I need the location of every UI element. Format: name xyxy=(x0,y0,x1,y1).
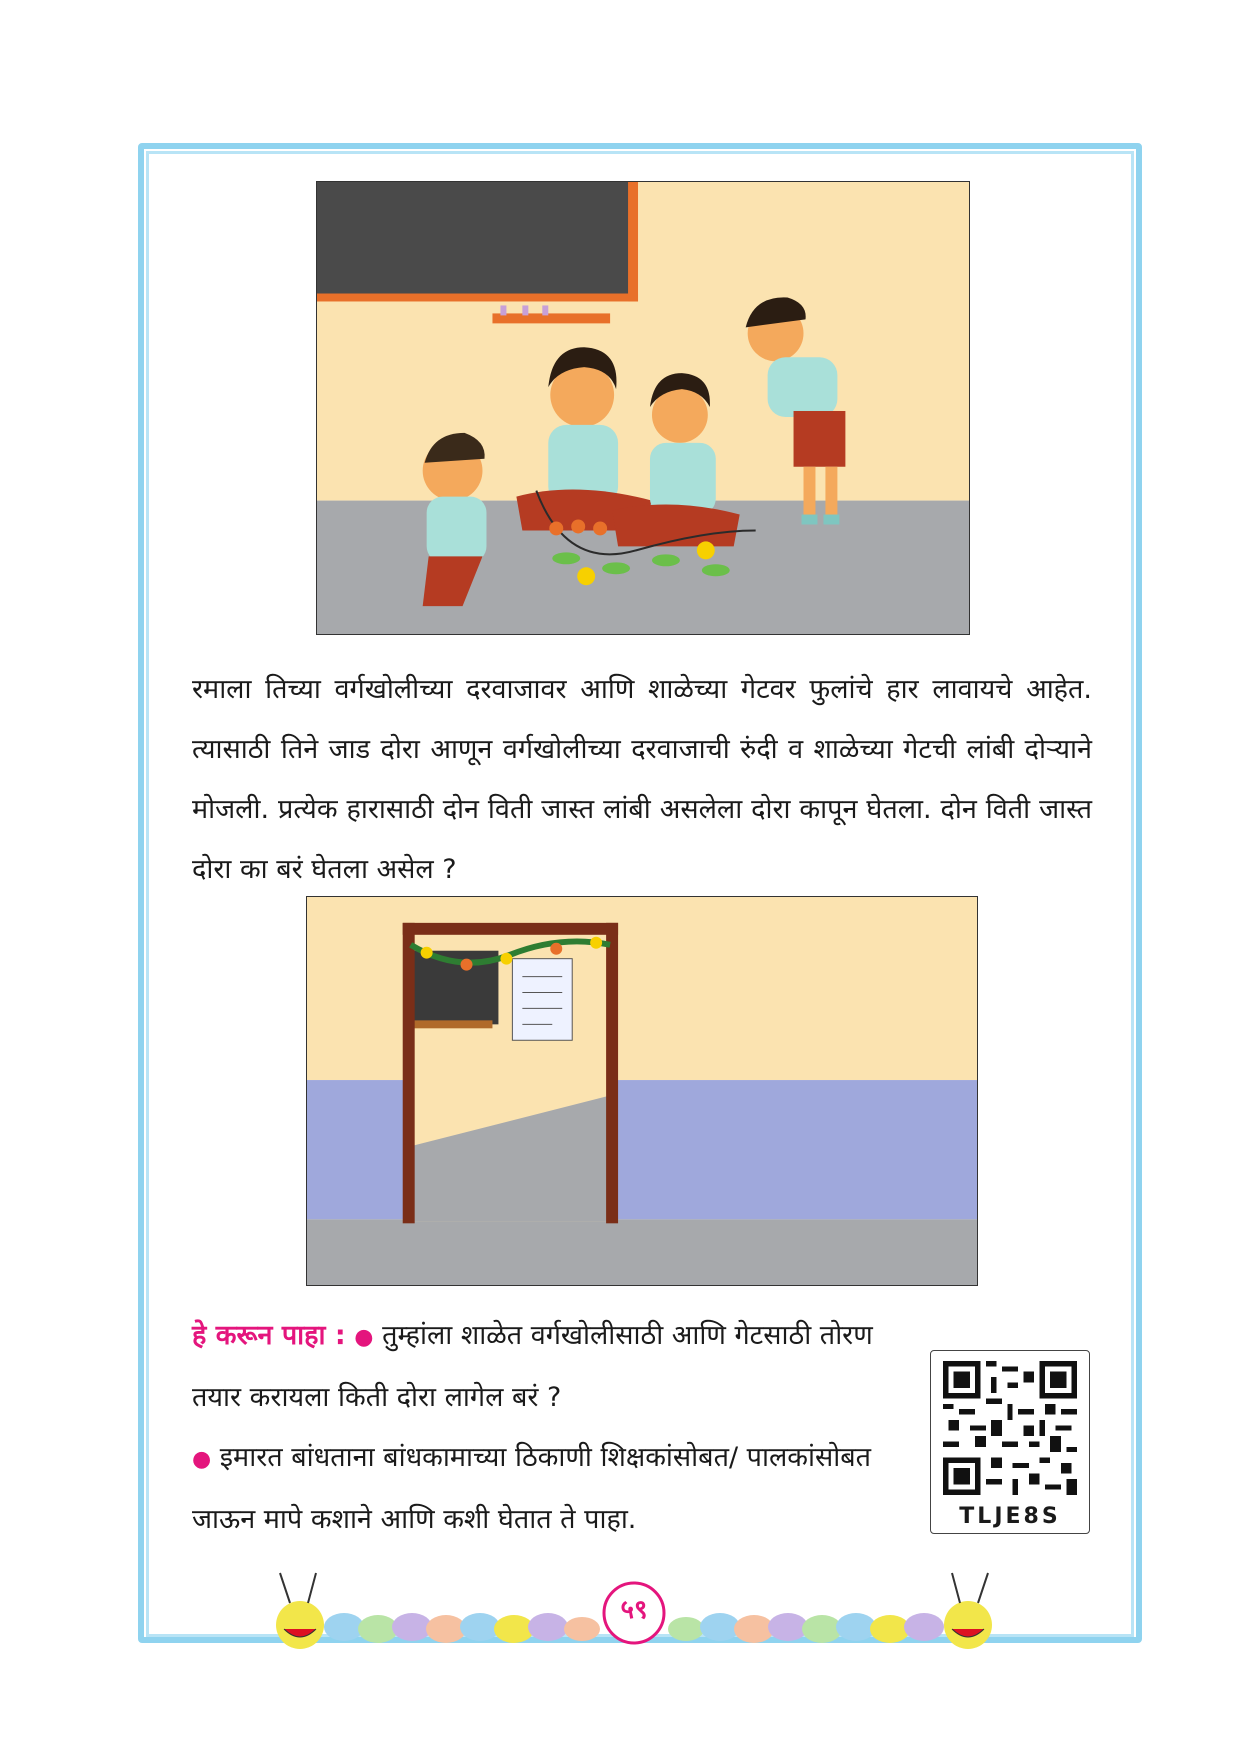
bullet-icon: ● xyxy=(354,1325,374,1350)
activity-line-2 xyxy=(192,1428,892,1550)
qr-code[interactable] xyxy=(930,1350,1090,1534)
page-number: ५९ xyxy=(620,1595,648,1625)
activity-bullet-2: इमारत बांधताना बांधकामाच्या ठिकाणी शिक्षकांसोबत/ पालकांसोबत जाऊन मापे कशाने आणि कशी घेतात ते पाहा. xyxy=(192,1442,872,1535)
qr-code-label: TLJE8S xyxy=(959,1504,1061,1529)
qr-icon xyxy=(943,1361,1077,1495)
bullet-icon: ● xyxy=(192,1447,212,1472)
activity-label: हे करून पाहा : xyxy=(192,1320,346,1351)
classroom-illustration xyxy=(316,181,970,635)
caterpillar-left xyxy=(276,1573,600,1649)
story-paragraph: रमाला तिच्या वर्गखोलीच्या दरवाजावर आणि शाळेच्या गेटवर फुलांचे हार लावायचे आहेत. त्यासाठी तिने जाड दोरा आणून वर्गखोलीच्या दरवाजाची रुंदी व शाळेच्या गेटची लांबी दोऱ्याने मोजली. प्रत्येक हारासाठी दोन विती जास्त लांबी असलेला दोरा कापून घेतला. दोन विती जास्त दोरा का बरं घेतला असेल ? xyxy=(192,674,1092,885)
caterpillar-right xyxy=(668,1573,992,1649)
activity-bullet-1: तुम्हांला शाळेत वर्गखोलीसाठी आणि गेटसाठी तोरण तयार करायला किती दोरा लागेल बरं ? xyxy=(192,1320,873,1413)
activity-line-1 xyxy=(192,1306,892,1428)
activity-section xyxy=(192,1306,892,1550)
decorated-door-illustration xyxy=(306,896,978,1286)
